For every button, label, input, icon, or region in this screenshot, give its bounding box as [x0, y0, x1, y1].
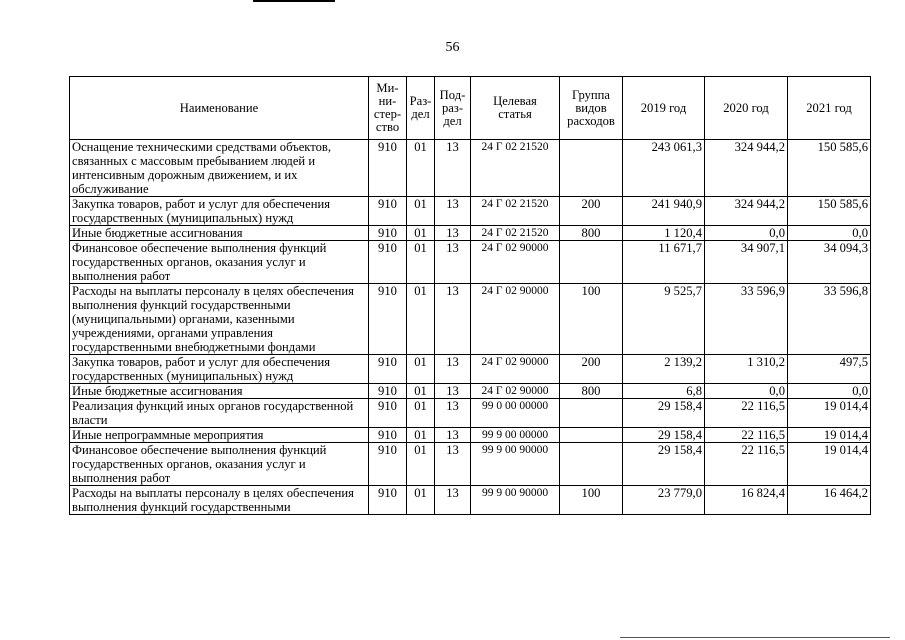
row-section: 01 — [407, 384, 435, 399]
header-subsection: Под- раз- дел — [435, 77, 471, 140]
row-ministry: 910 — [369, 443, 407, 486]
row-section: 01 — [407, 241, 435, 284]
row-name: Иные бюджетные ассигнования — [70, 384, 369, 399]
row-subsection: 13 — [435, 399, 471, 428]
row-ministry: 910 — [369, 355, 407, 384]
row-name: Оснащение техническими средствами объектов, связанных с массовым пребыванием людей и интенсивным дорожным движением, и их обслуживание — [70, 140, 369, 197]
row-ministry: 910 — [369, 399, 407, 428]
row-name: Расходы на выплаты персоналу в целях обеспечения выполнения функций государственными — [70, 486, 369, 515]
row-section: 01 — [407, 355, 435, 384]
table-row — [70, 486, 871, 515]
row-2021: 33 596,8 — [788, 284, 871, 355]
row-name: Закупка товаров, работ и услуг для обеспечения государственных (муниципальных) нужд — [70, 355, 369, 384]
row-2020: 33 596,9 — [705, 284, 788, 355]
row-subsection: 13 — [435, 443, 471, 486]
row-2021: 34 094,3 — [788, 241, 871, 284]
row-section: 01 — [407, 140, 435, 197]
row-name: Расходы на выплаты персоналу в целях обеспечения выполнения функций государственными (муниципальными) органами, казенными учреждениями, органами управления государственными внебюджетными фондами — [70, 284, 369, 355]
row-2020: 324 944,2 — [705, 197, 788, 226]
row-2020: 0,0 — [705, 384, 788, 399]
row-subsection: 13 — [435, 197, 471, 226]
row-2020: 22 116,5 — [705, 443, 788, 486]
row-2020: 34 907,1 — [705, 241, 788, 284]
row-group — [560, 428, 623, 443]
row-2019: 29 158,4 — [623, 443, 705, 486]
table-row — [70, 443, 871, 486]
row-group: 100 — [560, 486, 623, 515]
row-2020: 324 944,2 — [705, 140, 788, 197]
row-name: Закупка товаров, работ и услуг для обеспечения государственных (муниципальных) нужд — [70, 197, 369, 226]
row-section: 01 — [407, 197, 435, 226]
row-name: Иные непрограммные мероприятия — [70, 428, 369, 443]
row-ministry: 910 — [369, 226, 407, 241]
row-2019: 1 120,4 — [623, 226, 705, 241]
row-2021: 16 464,2 — [788, 486, 871, 515]
row-2019: 11 671,7 — [623, 241, 705, 284]
row-group: 200 — [560, 355, 623, 384]
row-subsection: 13 — [435, 226, 471, 241]
row-2021: 19 014,4 — [788, 443, 871, 486]
row-group: 200 — [560, 197, 623, 226]
row-2021: 0,0 — [788, 226, 871, 241]
row-ministry: 910 — [369, 197, 407, 226]
header-target-article: Целевая статья — [471, 77, 560, 140]
row-target: 99 9 00 90000 — [471, 486, 560, 515]
row-2020: 0,0 — [705, 226, 788, 241]
row-target: 24 Г 02 90000 — [471, 241, 560, 284]
table-row — [70, 140, 871, 197]
row-ministry: 910 — [369, 284, 407, 355]
top-rule — [253, 0, 335, 2]
row-2019: 243 061,3 — [623, 140, 705, 197]
row-group: 800 — [560, 226, 623, 241]
row-target: 24 Г 02 21520 — [471, 226, 560, 241]
row-target: 24 Г 02 90000 — [471, 355, 560, 384]
row-ministry: 910 — [369, 241, 407, 284]
table-row — [70, 226, 871, 241]
header-2021: 2021 год — [788, 77, 871, 140]
table-row — [70, 241, 871, 284]
row-group: 100 — [560, 284, 623, 355]
row-target: 24 Г 02 21520 — [471, 140, 560, 197]
row-ministry: 910 — [369, 384, 407, 399]
table-row — [70, 399, 871, 428]
row-subsection: 13 — [435, 241, 471, 284]
row-subsection: 13 — [435, 140, 471, 197]
row-2019: 241 940,9 — [623, 197, 705, 226]
row-subsection: 13 — [435, 428, 471, 443]
row-section: 01 — [407, 428, 435, 443]
row-group — [560, 399, 623, 428]
table-row — [70, 197, 871, 226]
row-group — [560, 140, 623, 197]
row-target: 24 Г 02 21520 — [471, 197, 560, 226]
row-2021: 150 585,6 — [788, 140, 871, 197]
header-section: Раз- дел — [407, 77, 435, 140]
row-2021: 150 585,6 — [788, 197, 871, 226]
row-section: 01 — [407, 284, 435, 355]
row-2020: 22 116,5 — [705, 428, 788, 443]
header-expense-group: Группа видов расходов — [560, 77, 623, 140]
row-name: Иные бюджетные ассигнования — [70, 226, 369, 241]
row-subsection: 13 — [435, 355, 471, 384]
row-subsection: 13 — [435, 384, 471, 399]
row-target: 24 Г 02 90000 — [471, 384, 560, 399]
row-2020: 1 310,2 — [705, 355, 788, 384]
table-row — [70, 355, 871, 384]
row-subsection: 13 — [435, 284, 471, 355]
row-2020: 22 116,5 — [705, 399, 788, 428]
header-2019: 2019 год — [623, 77, 705, 140]
row-2019: 29 158,4 — [623, 399, 705, 428]
row-target: 99 9 00 90000 — [471, 443, 560, 486]
row-ministry: 910 — [369, 140, 407, 197]
row-group — [560, 241, 623, 284]
row-2021: 497,5 — [788, 355, 871, 384]
row-ministry: 910 — [369, 486, 407, 515]
row-2019: 9 525,7 — [623, 284, 705, 355]
budget-table — [69, 76, 871, 515]
row-2020: 16 824,4 — [705, 486, 788, 515]
row-2021: 19 014,4 — [788, 428, 871, 443]
row-2019: 2 139,2 — [623, 355, 705, 384]
row-group: 800 — [560, 384, 623, 399]
table-row — [70, 384, 871, 399]
header-ministry: Ми- ни- стер- ство — [369, 77, 407, 140]
table-row — [70, 428, 871, 443]
row-section: 01 — [407, 486, 435, 515]
header-name: Наименование — [70, 77, 369, 140]
row-name: Финансовое обеспечение выполнения функций государственных органов, оказания услуг и выполнения работ — [70, 241, 369, 284]
row-ministry: 910 — [369, 428, 407, 443]
row-2019: 29 158,4 — [623, 428, 705, 443]
row-section: 01 — [407, 399, 435, 428]
row-target: 99 9 00 00000 — [471, 428, 560, 443]
row-group — [560, 443, 623, 486]
row-2019: 6,8 — [623, 384, 705, 399]
row-name: Финансовое обеспечение выполнения функций государственных органов, оказания услуг и выполнения работ — [70, 443, 369, 486]
row-section: 01 — [407, 226, 435, 241]
header-2020: 2020 год — [705, 77, 788, 140]
header-row — [70, 77, 871, 140]
bottom-rule — [620, 637, 890, 638]
row-target: 24 Г 02 90000 — [471, 284, 560, 355]
row-2021: 19 014,4 — [788, 399, 871, 428]
row-section: 01 — [407, 443, 435, 486]
table-row — [70, 284, 871, 355]
row-2019: 23 779,0 — [623, 486, 705, 515]
row-subsection: 13 — [435, 486, 471, 515]
row-2021: 0,0 — [788, 384, 871, 399]
row-target: 99 0 00 00000 — [471, 399, 560, 428]
row-name: Реализация функций иных органов государственной власти — [70, 399, 369, 428]
page-number: 56 — [445, 40, 460, 55]
